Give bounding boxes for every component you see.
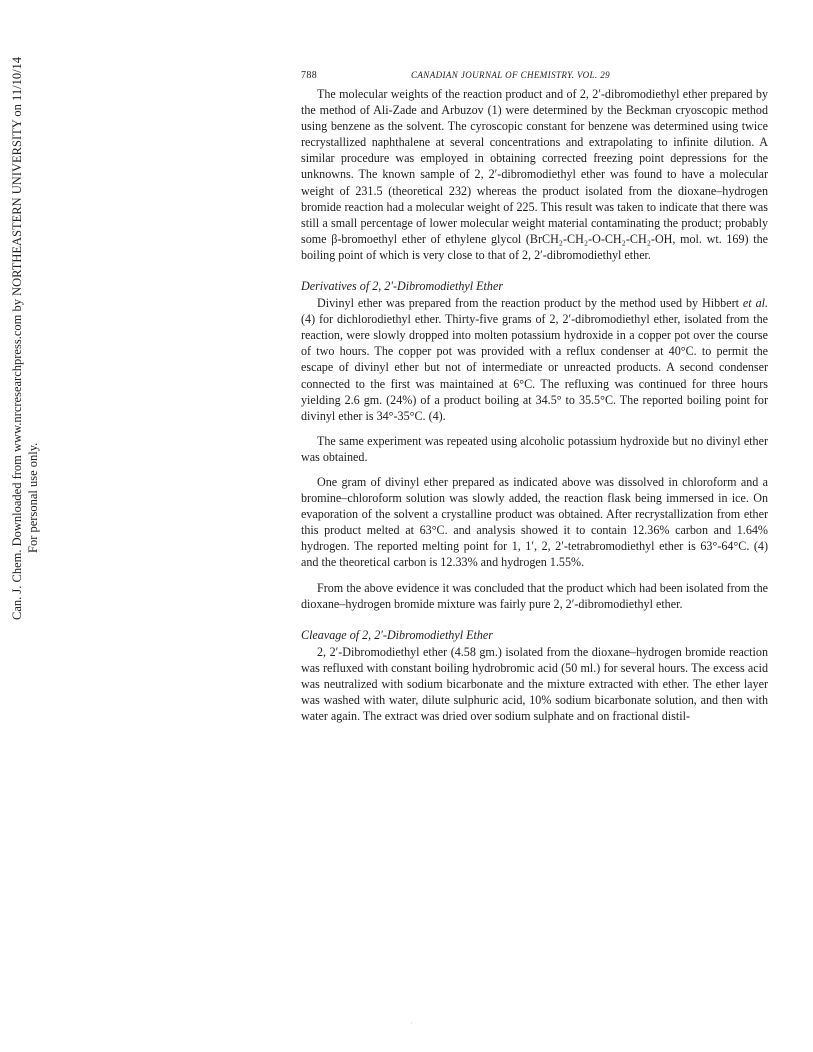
paragraph-alcoholic-koh: The same experiment was repeated using alcoholic potassium hydroxide but no divinyl ether was obtained.	[301, 433, 768, 464]
download-notice	[6, 56, 42, 620]
journal-title: CANADIAN JOURNAL OF CHEMISTRY. VOL. 29	[411, 70, 611, 80]
text-run: (4) for dichlorodiethyl ether. Thirty-five grams of 2, 2′-dibromodiethyl ether, isolated from the reaction, were slowly dropped into molten potassium hydroxide in a copper pot over the course of two hours. The copper pot was provided with a reflux condenser at 40°C. to permit the escape of divinyl ether but not of intermediate or unreacted products. A second condenser connected to the first was maintained at 6°C. The refluxing was continued for three hours yielding 2.6 gm. (24%) of a product boiling at 34.5° to 35.5°C. The reported boiling point for divinyl ether is 34°-35°C. (4).	[301, 312, 768, 423]
download-notice-line: Can. J. Chem. Downloaded from www.nrcresearchpress.com by NORTHEASTERN UNIVERSITY on 11/10/14	[10, 56, 24, 620]
journal-page	[301, 70, 768, 724]
page-number: 788	[301, 70, 318, 81]
paragraph-molecular-weights: The molecular weights of the reaction product and of 2, 2′-dibromodiethyl ether prepared by the method of Ali-Zade and Arbuzov (1) were determined by the Beckman cryoscopic method using benzene as the solvent. The cyroscopic constant for benzene was determined using twice recrystallized naphthalene at several concentrations and extrapolating to infinite dilution. A similar procedure was employed in obtaining corrected freezing point depressions for the unknowns. The known sample of 2, 2′-dibromodiethyl ether was found to have a molecular weight of 231.5 (theoretical 232) whereas the product isolated from the dioxane–hydrogen bromide reaction had a molecular weight of 225. This result was taken to indicate that there was still a small percentage of lower molecular weight material contaminating the product; probably some β-bromoethyl ether of ethylene glycol (BrCH₂-CH₂-O-CH₂-CH₂-OH, mol. wt. 169) the boiling point of which is very close to that of 2, 2′-dibromodiethyl ether.	[301, 87, 768, 262]
paragraph-cleavage: 2, 2′-Dibromodiethyl ether (4.58 gm.) isolated from the dioxane–hydrogen bromide reaction was refluxed with constant boiling hydrobromic acid (50 ml.) for several hours. The excess acid was neutralized with sodium bicarbonate and the mixture extracted with ether. The ether layer was washed with water, dilute sulphuric acid, 10% sodium bicarbonate solution, and then with water again. The extract was dried over sodium sulphate and on fractional distil-	[301, 644, 768, 724]
section-heading-derivatives: Derivatives of 2, 2′-Dibromodiethyl Ether	[301, 279, 504, 294]
et-al-citation: et al.	[742, 296, 769, 311]
text-run: Divinyl ether was prepared from the reaction product by the method used by Hibbert	[317, 296, 743, 311]
running-head	[301, 70, 768, 86]
scan-speck: ·	[410, 1019, 413, 1028]
paragraph-conclusion: From the above evidence it was concluded that the product which had been isolated from the dioxane–hydrogen bromide mixture was fairly pure 2, 2′-dibromodiethyl ether.	[301, 580, 768, 611]
personal-use-notice: For personal use only.	[26, 442, 40, 553]
paragraph-bromination: One gram of divinyl ether prepared as indicated above was dissolved in chloroform and a bromine–chloroform solution was slowly added, the reaction flask being immersed in ice. On evaporation of the solvent a crystalline product was obtained. After recrystallization from ether this product melted at 63°C. and analysis showed it to contain 12.36% carbon and 1.64% hydrogen. The reported melting point for 1, 1′, 2, 2′-tetrabromodiethyl ether is 63°-64°C. (4) and the theoretical carbon is 12.33% and hydrogen 1.55%.	[301, 474, 768, 570]
paragraph-divinyl-ether	[301, 295, 768, 424]
section-heading-cleavage: Cleavage of 2, 2′-Dibromodiethyl Ether	[301, 627, 493, 642]
